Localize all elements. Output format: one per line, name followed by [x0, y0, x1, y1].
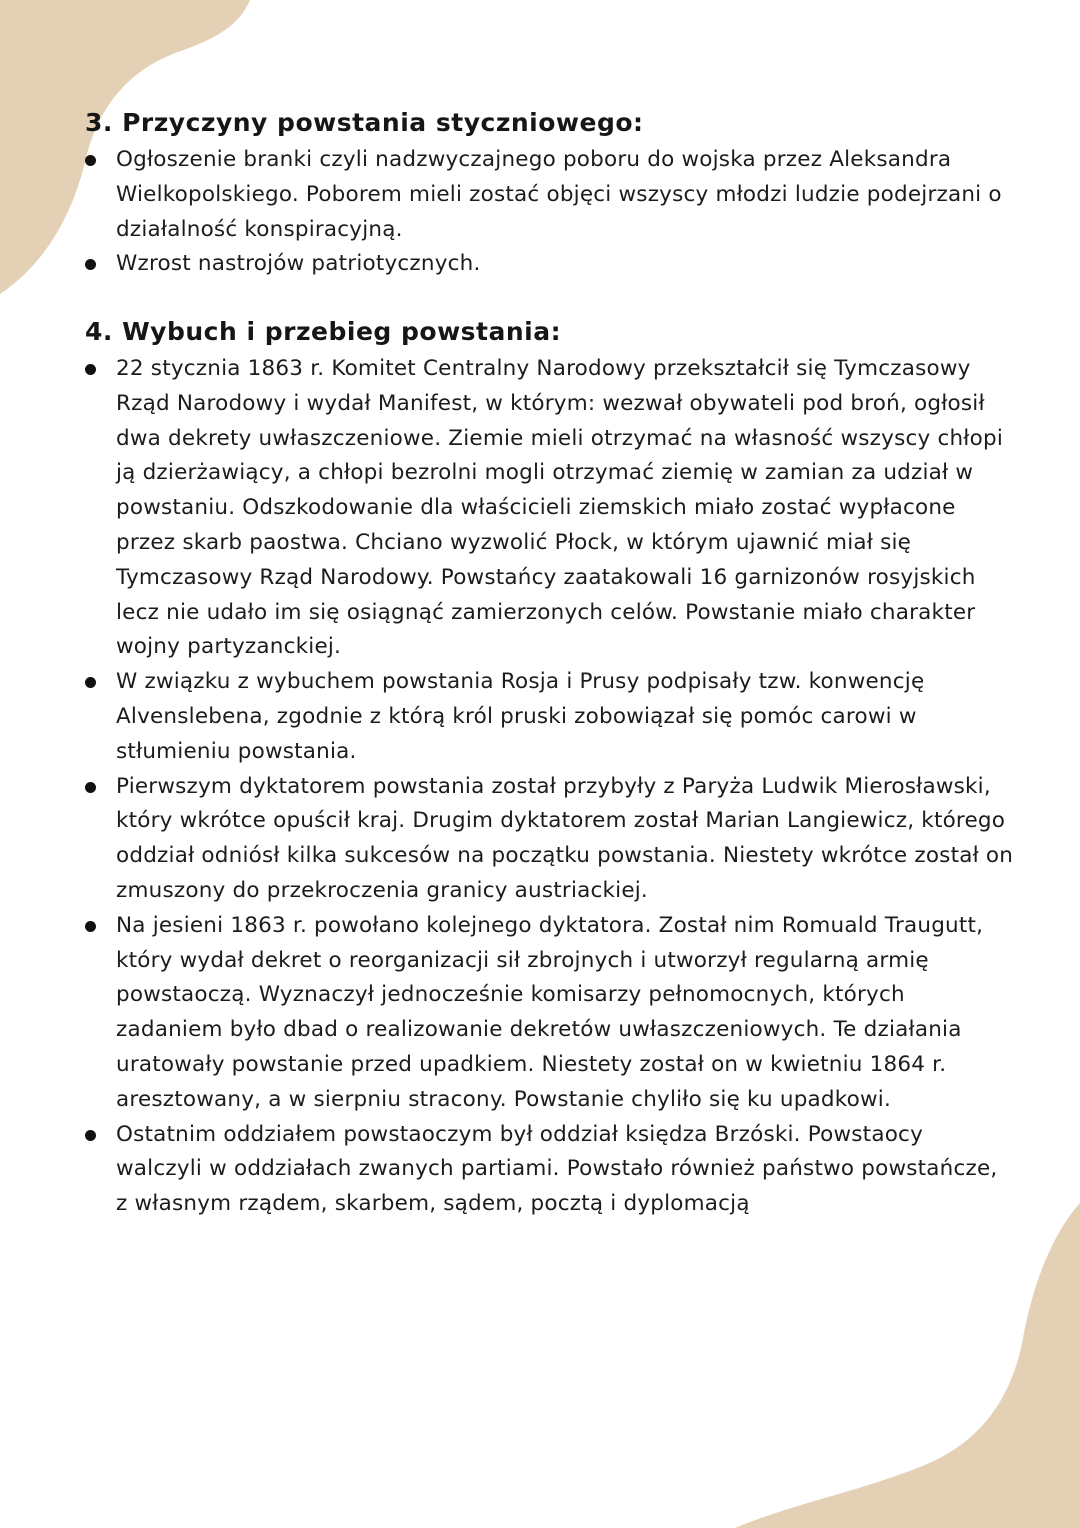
list-item — [85, 909, 1015, 1118]
bullet-dot-icon — [85, 259, 96, 270]
section-causes — [85, 103, 1015, 282]
causes-list — [85, 143, 1015, 282]
outbreak-list — [85, 352, 1015, 1222]
list-item — [85, 1118, 1015, 1222]
list-item-text: Ogłoszenie branki czyli nadzwyczajnego poboru do wojska przez Aleksandra Wielkopolskiego. Poborem mieli zostać objęci wszyscy młodzi ludzie podejrzani o działalność konspiracyjną. — [116, 147, 1002, 242]
list-item-text: Pierwszym dyktatorem powstania został przybyły z Paryża Ludwik Mierosławski, który wkrótce opuścił kraj. Drugim dyktatorem został Marian Langiewicz, którego oddział odniósł kilka sukcesów na początku powstania. Niestety wkrótce został on zmuszony do przekroczenia granicy austriackiej. — [116, 773, 1014, 903]
list-item-text: 22 stycznia 1863 r. Komitet Centralny Narodowy przekształcił się Tymczasowy Rząd Narodowy i wydał Manifest, w którym: wezwał obywateli pod broń, ogłosił dwa dekrety uwłaszczeniowe. Ziemie mieli otrzymać na własność wszyscy chłopi ją dzierżawiący, a chłopi bezrolni mogli otrzymać ziemię w zamian za udział w powstaniu. Odszkodowanie dla właścicieli ziemskich miało zostać wypłacone przez skarb paostwa. Chciano wyzwolić Płock, w którym ujawnić miał się Tymczasowy Rząd Narodowy. Powstańcy zaatakowali 16 garnizonów rosyjskich lecz nie udało im się osiągnąć zamierzonych celów. Powstanie miało charakter wojny partyzanckiej. — [116, 356, 1003, 660]
list-item — [85, 352, 1015, 665]
section-heading-causes: 3. Przyczyny powstania styczniowego: — [85, 108, 644, 137]
section-heading-outbreak: 4. Wybuch i przebieg powstania: — [85, 317, 562, 346]
list-item-text: Wzrost nastrojów patriotycznych. — [116, 251, 481, 277]
bullet-dot-icon — [85, 782, 96, 793]
section-outbreak — [85, 312, 1015, 1222]
list-item — [85, 770, 1015, 909]
list-item-text: W związku z wybuchem powstania Rosja i Prusy podpisały tzw. konwencję Alvenslebena, zgodnie z którą król pruski zobowiązał się pomóc carowi w stłumieniu powstania. — [116, 669, 925, 764]
list-item — [85, 665, 1015, 769]
list-item — [85, 247, 1015, 282]
bullet-dot-icon — [85, 364, 96, 375]
list-item — [85, 143, 1015, 247]
bullet-dot-icon — [85, 1130, 96, 1141]
list-item-text: Ostatnim oddziałem powstaoczym był oddział księdza Brzóski. Powstaocy walczyli w oddziałach zwanych partiami. Powstało również państwo powstańcze, z własnym rządem, skarbem, sądem, pocztą i dyplomacją — [116, 1121, 998, 1217]
list-item-text: Na jesieni 1863 r. powołano kolejnego dyktatora. Został nim Romuald Traugutt, który wydał dekret o reorganizacji sił zbrojnych i utworzył regularną armię powstaoczą. Wyznaczył jednocześnie komisarzy pełnomocnych, których zadaniem było dbad o realizowanie dekretów uwłaszczeniowych. Te działania uratowały powstanie przed upadkiem. Niestety został on w kwietniu 1864 r. aresztowany, a w sierpniu stracony. Powstanie chyliło się ku upadkowi. — [116, 912, 984, 1112]
bullet-dot-icon — [85, 155, 96, 166]
bullet-dot-icon — [85, 921, 96, 932]
bullet-dot-icon — [85, 677, 96, 688]
